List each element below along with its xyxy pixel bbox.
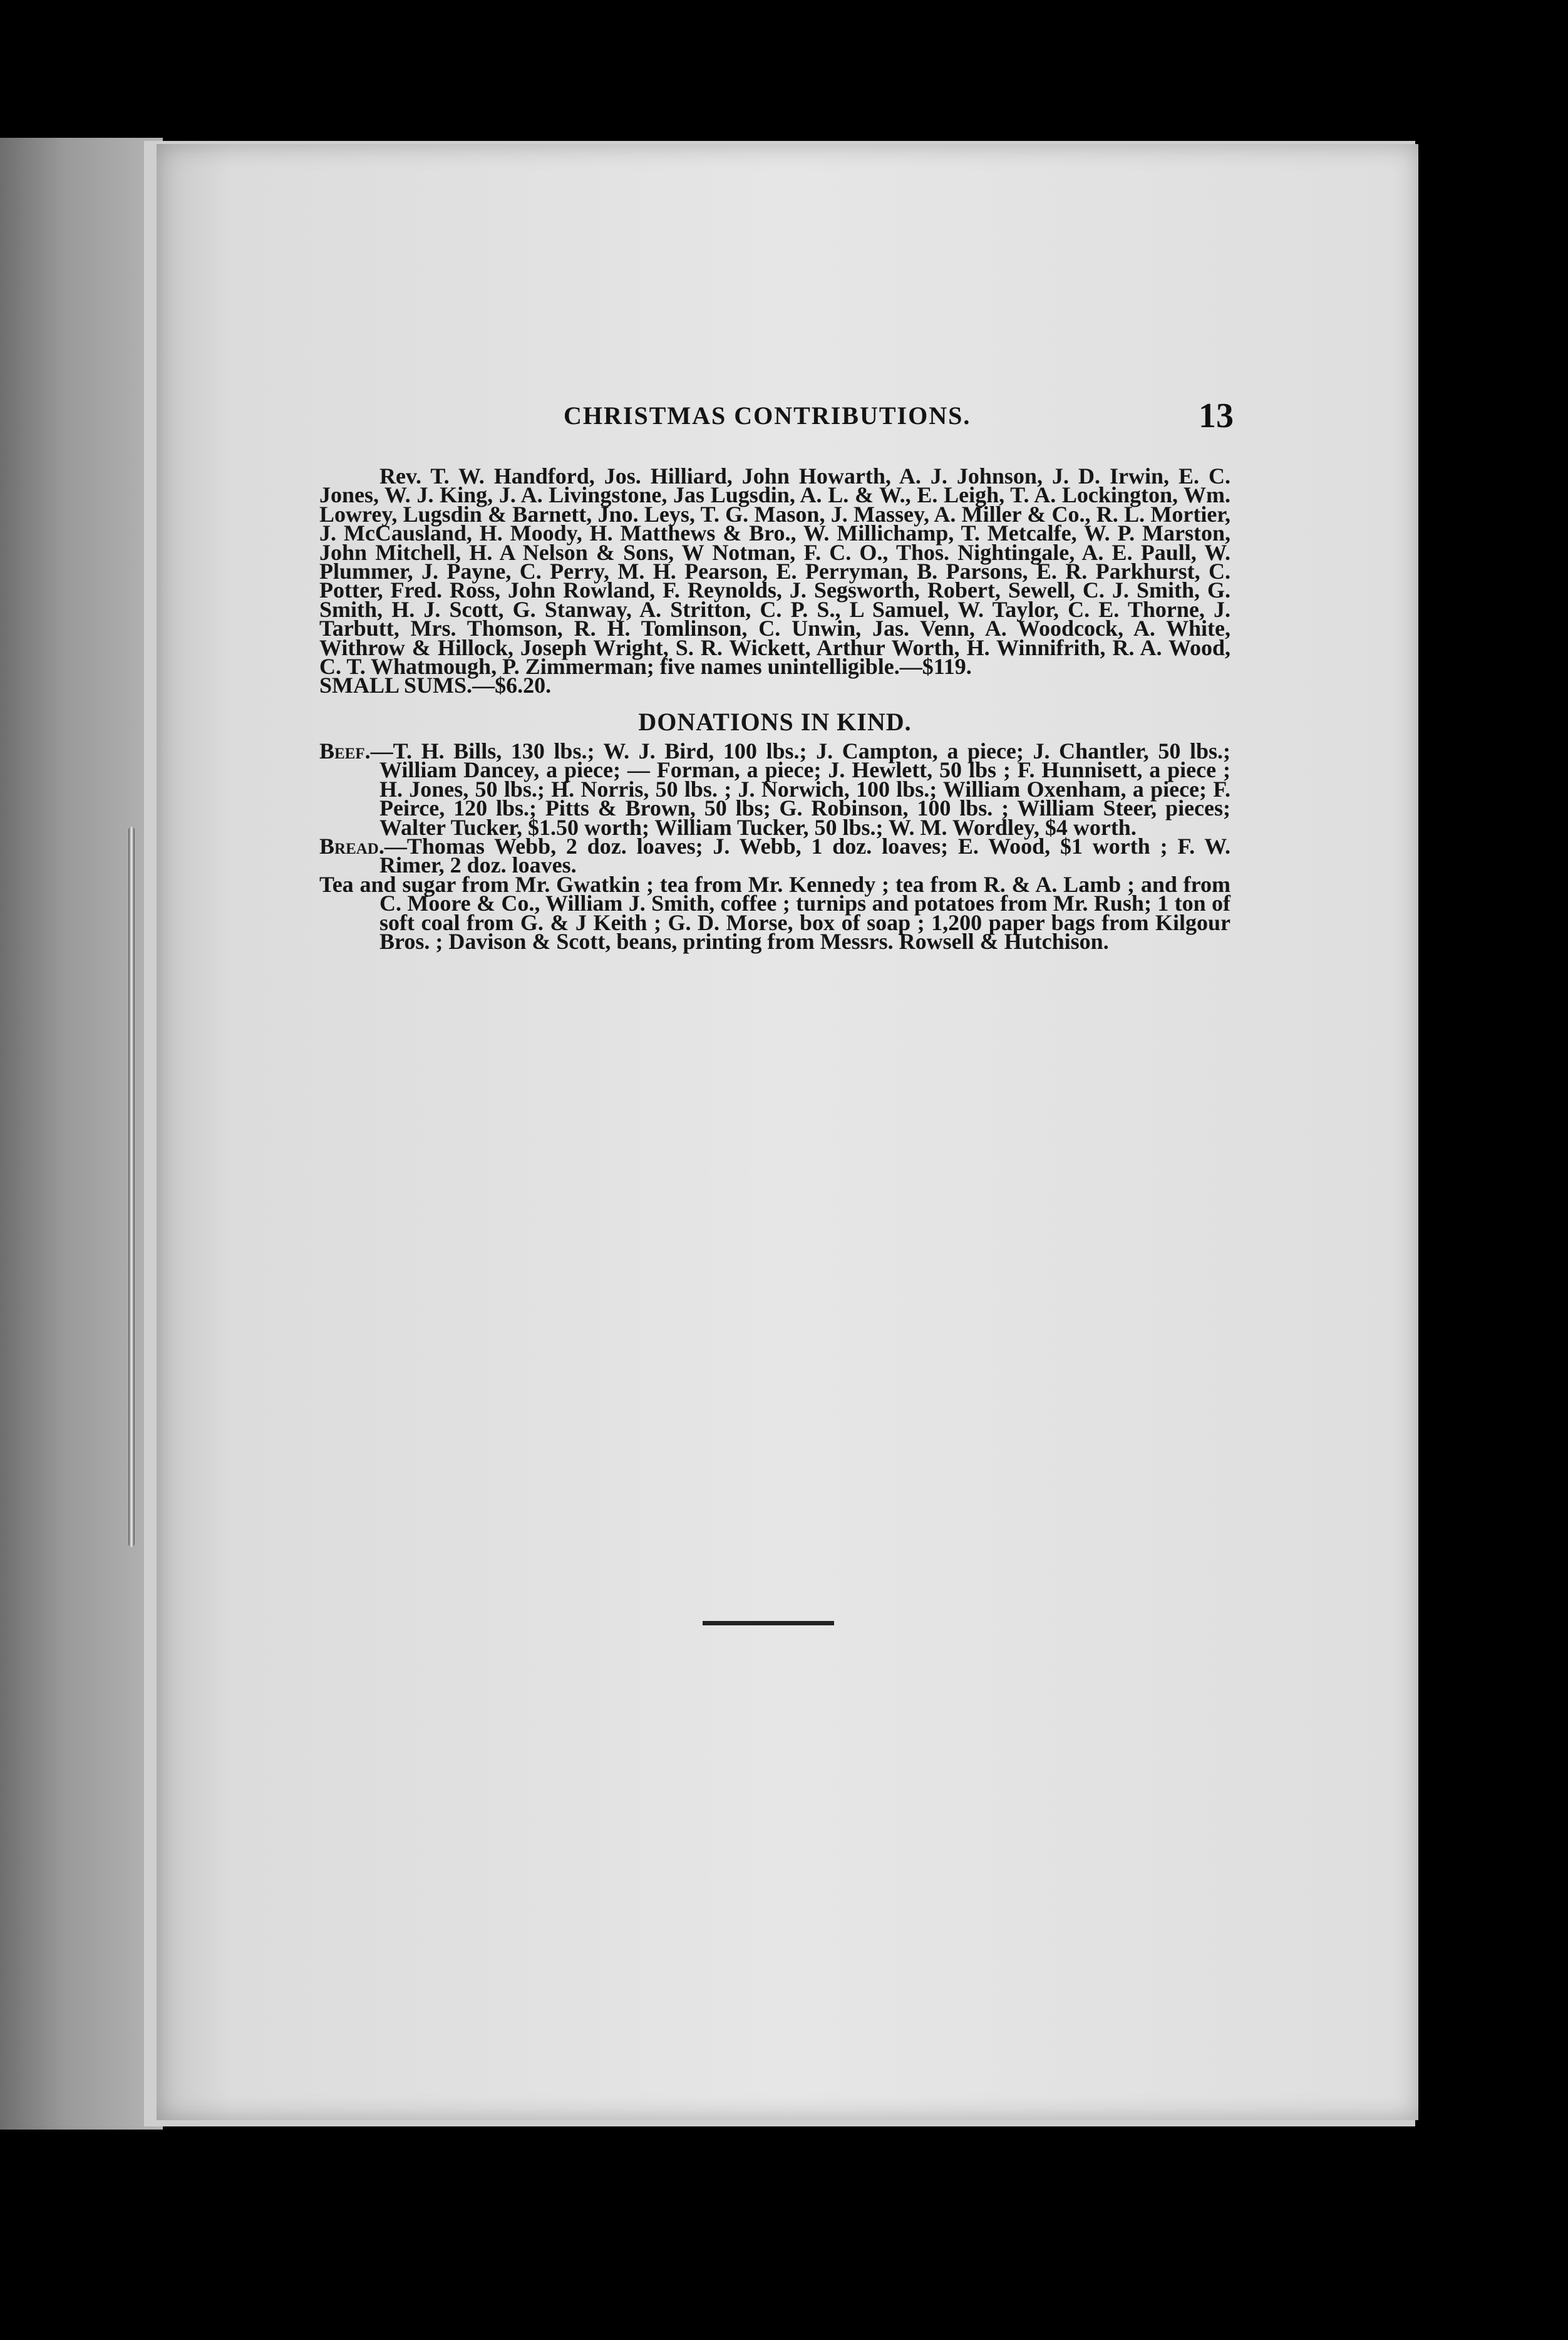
bread-text: —Thomas Webb, 2 doz. loaves; J. Webb, 1 doz. loaves; E. Wood, $1 worth ; F. W. Rimer, 2 doz. loaves.	[379, 833, 1230, 878]
end-rule	[703, 1621, 834, 1625]
contributors-list: Rev. T. W. Handford, Jos. Hilliard, John Howarth, A. J. Johnson, J. D. Irwin, E. C. Jones, W. J. King, J. A. Livingstone, Jas Lugsdin, A. L. & W., E. Leigh, T. A. Lockington, Wm. Lowrey, Lugsdin & Barnett, Jno. Leys, T. G. Mason, J. Massey, A. Miller & Co., R. L. Mortier, J. McCausland, H. Moody, H. Matthews & Bro., W. Millichamp, T. Metcalfe, W. P. Marston, John Mitchell, H. A Nelson & Sons, W Notman, F. C. O., Thos. Nightingale, A. E. Paull, W. Plummer, J. Payne, C. Perry, M. H. Pearson, E. Perryman, B. Parsons, E. R. Parkhurst, C. Potter, Fred. Ross, John Rowland, F. Reynolds, J. Segsworth, Robert, Sewell, C. J. Smith, G. Smith, H. J. Scott, G. Stanway, A. Stritton, C. P. S., L Samuel, W. Taylor, C. E. Thorne, J. Tarbutt, Mrs. Thomson, R. H. Tomlinson, C. Unwin, Jas. Venn, A. Woodcock, A. White, Withrow & Hillock, Joseph Wright, S. R. Wickett, Arthur Worth, H. Winnifrith, R. A. Wood, C. T. Whatmough, P. Zimmerman; five names unintelligible.—$119.	[319, 463, 1230, 680]
small-sums-amount: —$6.20.	[472, 673, 552, 698]
small-sums-label: SMALL SUMS.	[319, 673, 473, 698]
running-title: CHRISTMAS CONTRIBUTIONS.	[564, 401, 971, 430]
facing-page-edge	[0, 138, 163, 2130]
small-sums-line	[319, 673, 1230, 698]
donations-heading: DONATIONS IN KIND.	[638, 707, 912, 736]
beef-text: —T. H. Bills, 130 lbs.; W. J. Bird, 100 lbs.; J. Campton, a piece; J. Chantler, 50 lbs.; William Dancey, a piece; — Forman, a piece; J. Hewlett, 50 lbs ; F. Hunnisett, a piece ; H. Jones, 50 lbs.; H. Norris, 50 lbs. ; J. Norwich, 100 lbs.; William Oxenham, a piece; F. Peirce, 120 lbs.; Pitts & Brown, 50 lbs; G. Robinson, 100 lbs. ; William Steer, pieces; Walter Tucker, $1.50 worth; William Tucker, 50 lbs.; W. M. Wordley, $4 worth.	[370, 738, 1230, 840]
beef-label: Beef.	[319, 738, 371, 764]
bread-entry	[319, 833, 1230, 878]
page-body	[319, 463, 1230, 954]
beef-entry	[319, 738, 1230, 840]
other-donations-entry: Tea and sugar from Mr. Gwatkin ; tea from Mr. Kennedy ; tea from R. & A. Lamb ; and from C. Moore & Co., William J. Smith, coffee ; turnips and potatoes from Mr. Rush; 1 ton of soft coal from G. & J Keith ; G. D. Morse, box of soap ; 1,200 paper bags from Kilgour Bros. ; Davison & Scott, beans, printing from Messrs. Rowsell & Hutchison.	[319, 871, 1230, 954]
binding-wire	[128, 827, 135, 1547]
bread-label: Bread.	[319, 833, 384, 859]
page-number: 13	[1199, 396, 1234, 435]
page-header	[564, 396, 1234, 445]
